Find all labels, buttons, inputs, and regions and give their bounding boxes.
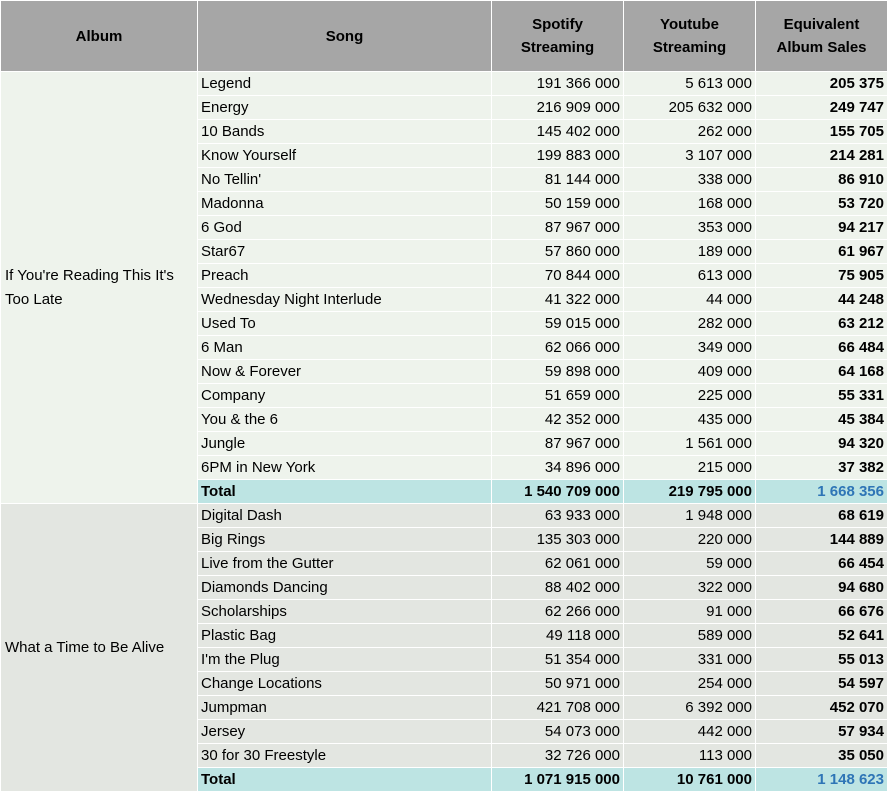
spotify-streams: 191 366 000 xyxy=(492,72,624,96)
table-row xyxy=(1,72,888,96)
song-title: 30 for 30 Freestyle xyxy=(198,744,492,768)
youtube-streams: 1 561 000 xyxy=(624,432,756,456)
song-title: Star67 xyxy=(198,240,492,264)
spotify-streams: 88 402 000 xyxy=(492,576,624,600)
total-youtube: 219 795 000 xyxy=(624,480,756,504)
equivalent-sales: 37 382 xyxy=(756,456,888,480)
spotify-streams: 50 159 000 xyxy=(492,192,624,216)
spotify-streams: 41 322 000 xyxy=(492,288,624,312)
youtube-streams: 91 000 xyxy=(624,600,756,624)
total-spotify: 1 071 915 000 xyxy=(492,768,624,792)
spotify-streams: 57 860 000 xyxy=(492,240,624,264)
spotify-streams: 62 066 000 xyxy=(492,336,624,360)
header-spotify: Spotify Streaming xyxy=(492,1,624,72)
youtube-streams: 59 000 xyxy=(624,552,756,576)
song-title: Live from the Gutter xyxy=(198,552,492,576)
album-name: What a Time to Be Alive xyxy=(1,504,198,792)
song-title: Change Locations xyxy=(198,672,492,696)
spotify-streams: 42 352 000 xyxy=(492,408,624,432)
header-song: Song xyxy=(198,1,492,72)
spotify-streams: 87 967 000 xyxy=(492,432,624,456)
table-row xyxy=(1,504,888,528)
youtube-streams: 44 000 xyxy=(624,288,756,312)
total-youtube: 10 761 000 xyxy=(624,768,756,792)
youtube-streams: 3 107 000 xyxy=(624,144,756,168)
spotify-streams: 59 015 000 xyxy=(492,312,624,336)
spotify-streams: 62 061 000 xyxy=(492,552,624,576)
spotify-streams: 59 898 000 xyxy=(492,360,624,384)
equivalent-sales: 249 747 xyxy=(756,96,888,120)
total-label: Total xyxy=(198,480,492,504)
song-title: You & the 6 xyxy=(198,408,492,432)
spotify-streams: 87 967 000 xyxy=(492,216,624,240)
youtube-streams: 5 613 000 xyxy=(624,72,756,96)
youtube-streams: 220 000 xyxy=(624,528,756,552)
table-header xyxy=(1,1,888,72)
spotify-streams: 216 909 000 xyxy=(492,96,624,120)
song-title: Company xyxy=(198,384,492,408)
spotify-streams: 34 896 000 xyxy=(492,456,624,480)
youtube-streams: 435 000 xyxy=(624,408,756,432)
song-title: 6PM in New York xyxy=(198,456,492,480)
equivalent-sales: 214 281 xyxy=(756,144,888,168)
song-title: Now & Forever xyxy=(198,360,492,384)
youtube-streams: 168 000 xyxy=(624,192,756,216)
spotify-streams: 54 073 000 xyxy=(492,720,624,744)
song-title: Plastic Bag xyxy=(198,624,492,648)
spotify-streams: 81 144 000 xyxy=(492,168,624,192)
equivalent-sales: 57 934 xyxy=(756,720,888,744)
song-title: Digital Dash xyxy=(198,504,492,528)
header-youtube: Youtube Streaming xyxy=(624,1,756,72)
spotify-streams: 135 303 000 xyxy=(492,528,624,552)
spotify-streams: 63 933 000 xyxy=(492,504,624,528)
equivalent-sales: 63 212 xyxy=(756,312,888,336)
spotify-streams: 51 659 000 xyxy=(492,384,624,408)
song-title: Big Rings xyxy=(198,528,492,552)
spotify-streams: 70 844 000 xyxy=(492,264,624,288)
youtube-streams: 262 000 xyxy=(624,120,756,144)
spotify-streams: 51 354 000 xyxy=(492,648,624,672)
song-title: No Tellin' xyxy=(198,168,492,192)
equivalent-sales: 45 384 xyxy=(756,408,888,432)
header-album: Album xyxy=(1,1,198,72)
song-title: I'm the Plug xyxy=(198,648,492,672)
album-name: If You're Reading This It's Too Late xyxy=(1,72,198,504)
equivalent-sales: 61 967 xyxy=(756,240,888,264)
song-title: Legend xyxy=(198,72,492,96)
youtube-streams: 189 000 xyxy=(624,240,756,264)
youtube-streams: 353 000 xyxy=(624,216,756,240)
youtube-streams: 613 000 xyxy=(624,264,756,288)
equivalent-sales: 35 050 xyxy=(756,744,888,768)
spotify-streams: 32 726 000 xyxy=(492,744,624,768)
equivalent-sales: 68 619 xyxy=(756,504,888,528)
spotify-streams: 62 266 000 xyxy=(492,600,624,624)
song-title: Preach xyxy=(198,264,492,288)
youtube-streams: 205 632 000 xyxy=(624,96,756,120)
youtube-streams: 409 000 xyxy=(624,360,756,384)
total-spotify: 1 540 709 000 xyxy=(492,480,624,504)
total-equivalent: 1 668 356 xyxy=(756,480,888,504)
equivalent-sales: 53 720 xyxy=(756,192,888,216)
song-title: Jumpman xyxy=(198,696,492,720)
equivalent-sales: 86 910 xyxy=(756,168,888,192)
song-title: 6 God xyxy=(198,216,492,240)
song-title: Scholarships xyxy=(198,600,492,624)
equivalent-sales: 66 484 xyxy=(756,336,888,360)
equivalent-sales: 55 331 xyxy=(756,384,888,408)
equivalent-sales: 94 217 xyxy=(756,216,888,240)
spotify-streams: 421 708 000 xyxy=(492,696,624,720)
spotify-streams: 49 118 000 xyxy=(492,624,624,648)
youtube-streams: 225 000 xyxy=(624,384,756,408)
equivalent-sales: 66 676 xyxy=(756,600,888,624)
youtube-streams: 254 000 xyxy=(624,672,756,696)
youtube-streams: 338 000 xyxy=(624,168,756,192)
youtube-streams: 6 392 000 xyxy=(624,696,756,720)
song-title: Jersey xyxy=(198,720,492,744)
header-equivalent: Equivalent Album Sales xyxy=(756,1,888,72)
spotify-streams: 199 883 000 xyxy=(492,144,624,168)
equivalent-sales: 94 320 xyxy=(756,432,888,456)
youtube-streams: 322 000 xyxy=(624,576,756,600)
song-title: 10 Bands xyxy=(198,120,492,144)
album-group-2 xyxy=(1,504,888,792)
equivalent-sales: 54 597 xyxy=(756,672,888,696)
equivalent-sales: 64 168 xyxy=(756,360,888,384)
youtube-streams: 349 000 xyxy=(624,336,756,360)
spotify-streams: 145 402 000 xyxy=(492,120,624,144)
equivalent-sales: 144 889 xyxy=(756,528,888,552)
equivalent-sales: 55 013 xyxy=(756,648,888,672)
equivalent-sales: 75 905 xyxy=(756,264,888,288)
youtube-streams: 215 000 xyxy=(624,456,756,480)
youtube-streams: 113 000 xyxy=(624,744,756,768)
song-title: Used To xyxy=(198,312,492,336)
song-title: 6 Man xyxy=(198,336,492,360)
youtube-streams: 442 000 xyxy=(624,720,756,744)
album-group-1 xyxy=(1,72,888,504)
song-title: Jungle xyxy=(198,432,492,456)
spotify-streams: 50 971 000 xyxy=(492,672,624,696)
equivalent-sales: 94 680 xyxy=(756,576,888,600)
total-equivalent: 1 148 623 xyxy=(756,768,888,792)
song-title: Energy xyxy=(198,96,492,120)
song-title: Diamonds Dancing xyxy=(198,576,492,600)
youtube-streams: 589 000 xyxy=(624,624,756,648)
header-row xyxy=(1,1,888,72)
equivalent-sales: 155 705 xyxy=(756,120,888,144)
song-title: Madonna xyxy=(198,192,492,216)
equivalent-sales: 52 641 xyxy=(756,624,888,648)
equivalent-sales: 205 375 xyxy=(756,72,888,96)
total-label: Total xyxy=(198,768,492,792)
equivalent-sales: 66 454 xyxy=(756,552,888,576)
equivalent-sales: 44 248 xyxy=(756,288,888,312)
song-title: Know Yourself xyxy=(198,144,492,168)
equivalent-sales: 452 070 xyxy=(756,696,888,720)
youtube-streams: 1 948 000 xyxy=(624,504,756,528)
song-title: Wednesday Night Interlude xyxy=(198,288,492,312)
youtube-streams: 331 000 xyxy=(624,648,756,672)
youtube-streams: 282 000 xyxy=(624,312,756,336)
